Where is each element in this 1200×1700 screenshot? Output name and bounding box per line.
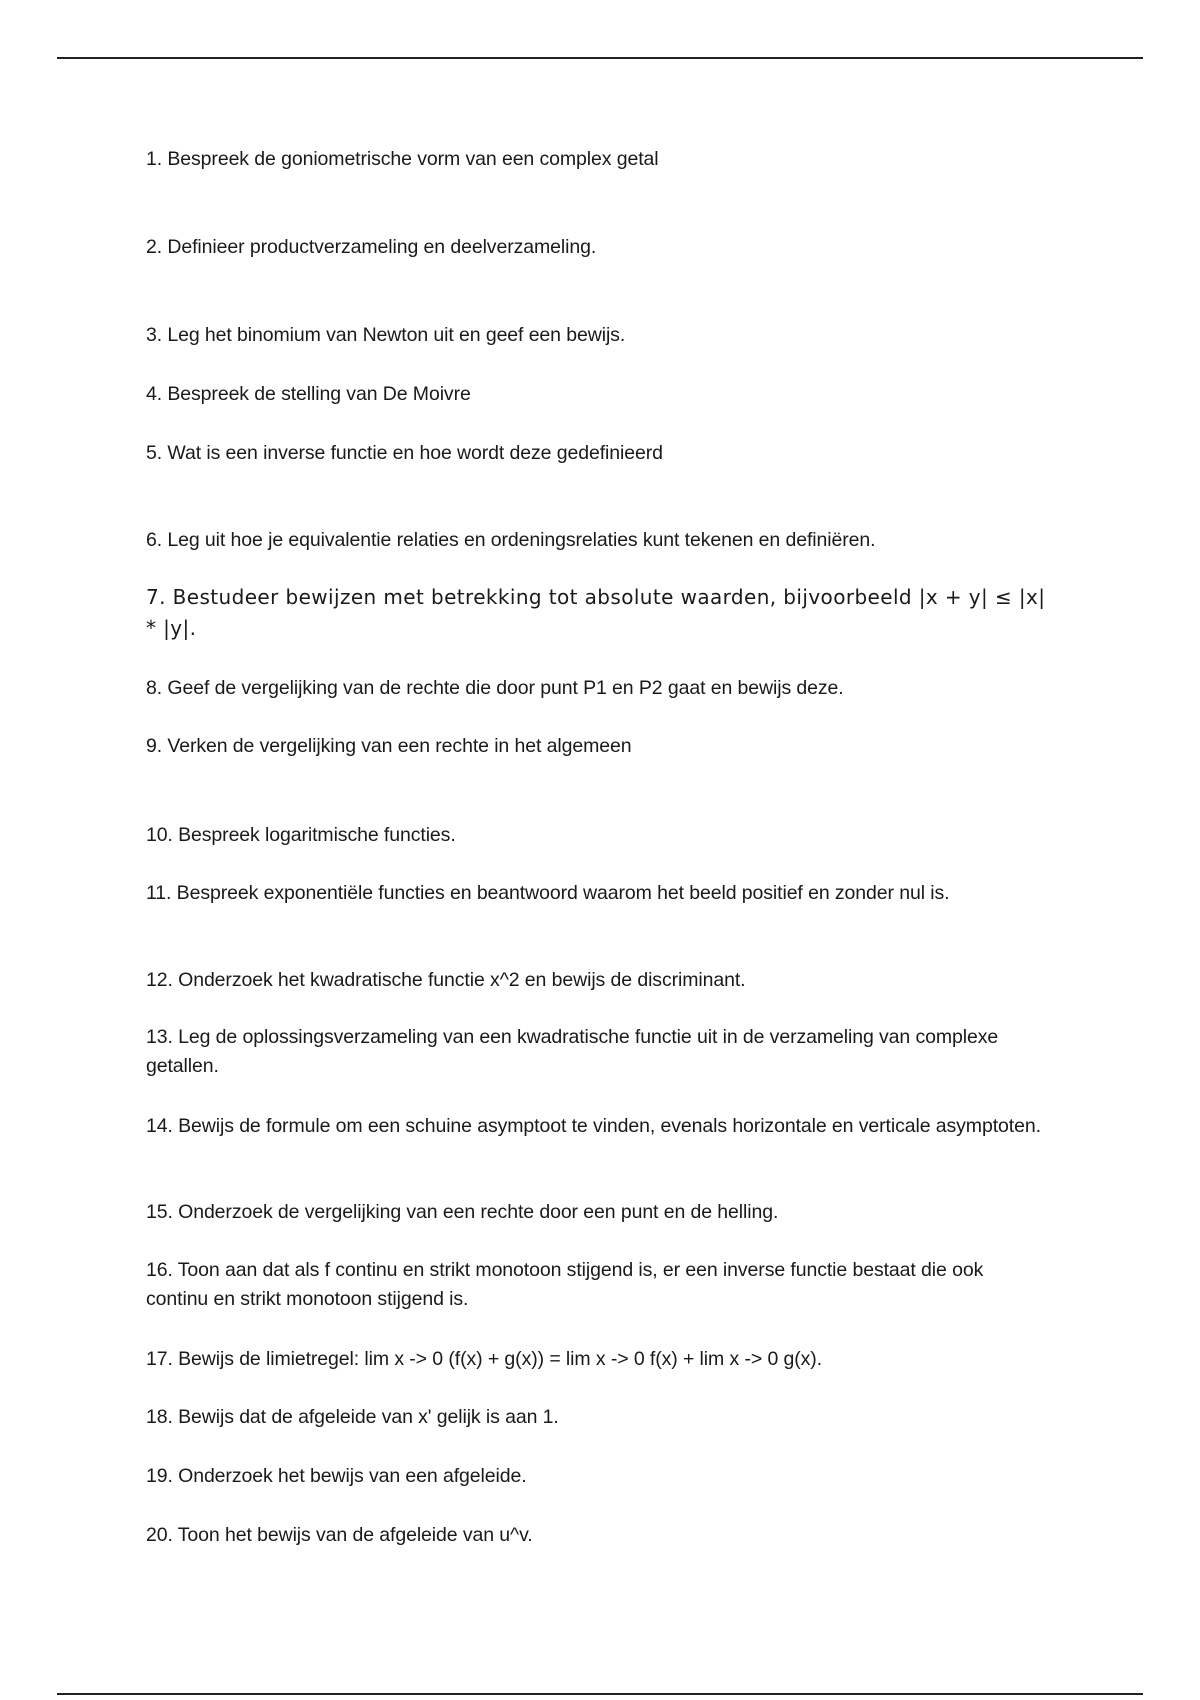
question-20: 20. Toon het bewijs van de afgeleide van u^v. [146, 1524, 533, 1546]
question-19: 19. Onderzoek het bewijs van een afgeleide. [146, 1465, 527, 1487]
top-rule [57, 57, 1143, 59]
question-9: 9. Verken de vergelijking van een rechte in het algemeen [146, 735, 632, 757]
question-10: 10. Bespreek logaritmische functies. [146, 824, 456, 846]
question-5: 5. Wat is een inverse functie en hoe wordt deze gedefinieerd [146, 442, 663, 464]
question-11: 11. Bespreek exponentiële functies en beantwoord waarom het beeld positief en zonder nul is. [146, 882, 950, 904]
question-15: 15. Onderzoek de vergelijking van een rechte door een punt en de helling. [146, 1201, 779, 1223]
question-1: 1. Bespreek de goniometrische vorm van een complex getal [146, 148, 659, 170]
question-4: 4. Bespreek de stelling van De Moivre [146, 383, 471, 405]
bottom-rule [57, 1693, 1143, 1695]
question-14: 14. Bewijs de formule om een schuine asymptoot te vinden, evenals horizontale en verticale asymptoten. [146, 1115, 1041, 1137]
question-13: 13. Leg de oplossingsverzameling van een kwadratische functie uit in de verzameling van complexe getallen. [146, 1026, 999, 1077]
question-17: 17. Bewijs de limietregel: lim x -> 0 (f(x) + g(x)) = lim x -> 0 f(x) + lim x -> 0 g(x). [146, 1348, 823, 1370]
question-16: 16. Toon aan dat als f continu en strikt monotoon stijgend is, er een inverse functie bestaat die ook continu en strikt monotoon stijgend is. [146, 1259, 984, 1310]
question-12: 12. Onderzoek het kwadratische functie x^2 en bewijs de discriminant. [146, 969, 746, 991]
question-7: 7. Bestudeer bewijzen met betrekking tot absolute waarden, bijvoorbeeld |x + y| ≤ |x| * |y|. [146, 585, 1046, 640]
question-6: 6. Leg uit hoe je equivalentie relaties en ordeningsrelaties kunt tekenen en definiëren. [146, 529, 876, 551]
question-18: 18. Bewijs dat de afgeleide van x' gelijk is aan 1. [146, 1406, 559, 1428]
question-8: 8. Geef de vergelijking van de rechte die door punt P1 en P2 gaat en bewijs deze. [146, 677, 844, 699]
question-3: 3. Leg het binomium van Newton uit en geef een bewijs. [146, 324, 626, 346]
question-2: 2. Definieer productverzameling en deelverzameling. [146, 236, 597, 258]
